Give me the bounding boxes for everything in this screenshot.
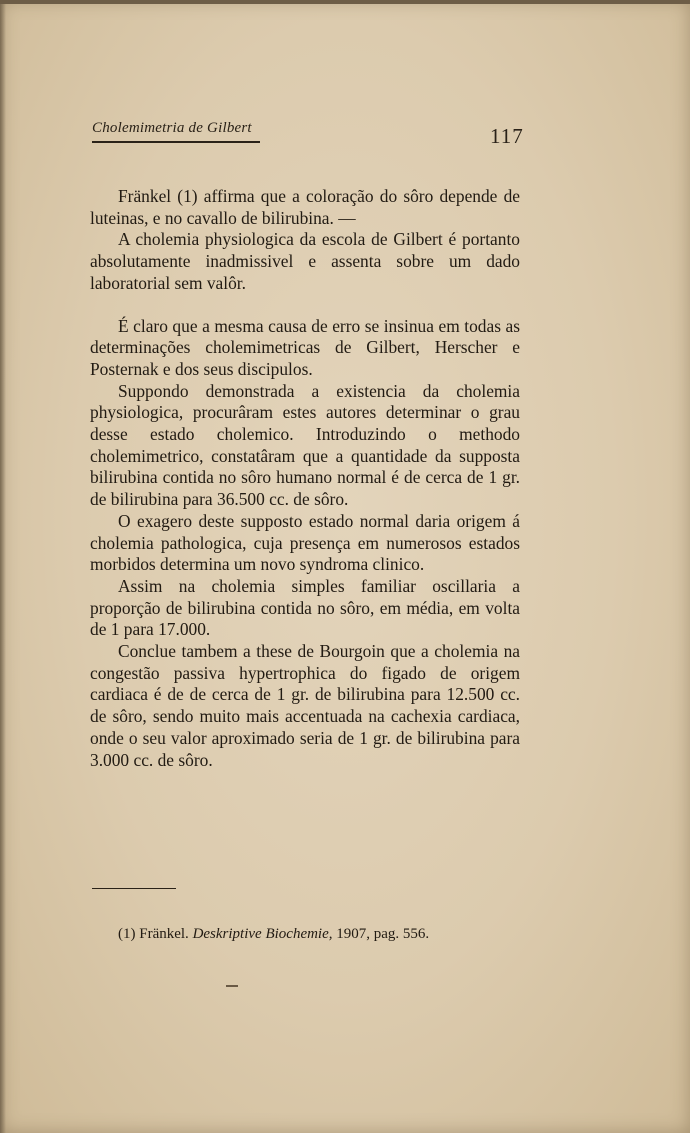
footnote-marker: (1) Fränkel.: [118, 926, 189, 942]
printer-dash-mark: [226, 985, 238, 987]
paragraph-5: O exagero deste supposto estado normal daria origem á cholemia pathologica, cuja presença em numerosos estados morbidos determina um novo syndroma clinico.: [90, 510, 520, 575]
running-head: Cholemimetria de Gilbert: [92, 120, 252, 136]
running-head-rule: [92, 141, 260, 143]
page-top-edge: [0, 0, 690, 4]
footnote-title: Deskriptive Biochemie,: [192, 926, 333, 942]
paragraph-7: Conclue tambem a these de Bourgoin que a cholemia na congestão passiva hypertrophica do figado de origem cardiaca é de de cerca de 1 gr. de bilirubina para 12.500 cc. de sôro, sendo muito mais accentuada na cachexia cardiaca, onde o seu valor aproximado seria de 1 gr. de bilirubina para 3.000 cc. de sôro.: [90, 641, 520, 770]
footnote-rule: [92, 888, 176, 889]
paragraph-6: Assim na cholemia simples familiar oscillaria a proporção de bilirubina contida no sôro, em média, em volta de 1 para 17.000.: [90, 575, 520, 640]
page-edge-shadow: [0, 0, 6, 1133]
page-number: 117: [490, 124, 524, 148]
footnote: [118, 926, 429, 943]
footnote-details: 1907, pag. 556.: [336, 926, 430, 942]
paragraph-2: A cholemia physiologica da escola de Gilbert é portanto absolutamente inadmissivel e assenta sobre um dado laboratorial sem valôr.: [90, 229, 520, 293]
paragraph-4: Suppondo demonstrada a existencia da cholemia physiologica, procurâram estes autores determinar o grau desse estado cholemico. Introduzindo o methodo cholemimetrico, constatâram que a quantidade da supposta bilirubina contida no sôro humano normal é de cerca de 1 gr. de bilirubina para 36.500 cc. de sôro.: [90, 380, 520, 510]
paragraph-3: É claro que a mesma causa de erro se insinua em todas as determinações cholemimetricas de Gilbert, Herscher e Posternak e dos seus discipulos.: [90, 315, 520, 379]
body-text: [90, 186, 520, 771]
paragraph-1: Fränkel (1) affirma que a coloração do sôro depende de luteinas, e no cavallo de bilirubina. —: [90, 186, 520, 228]
